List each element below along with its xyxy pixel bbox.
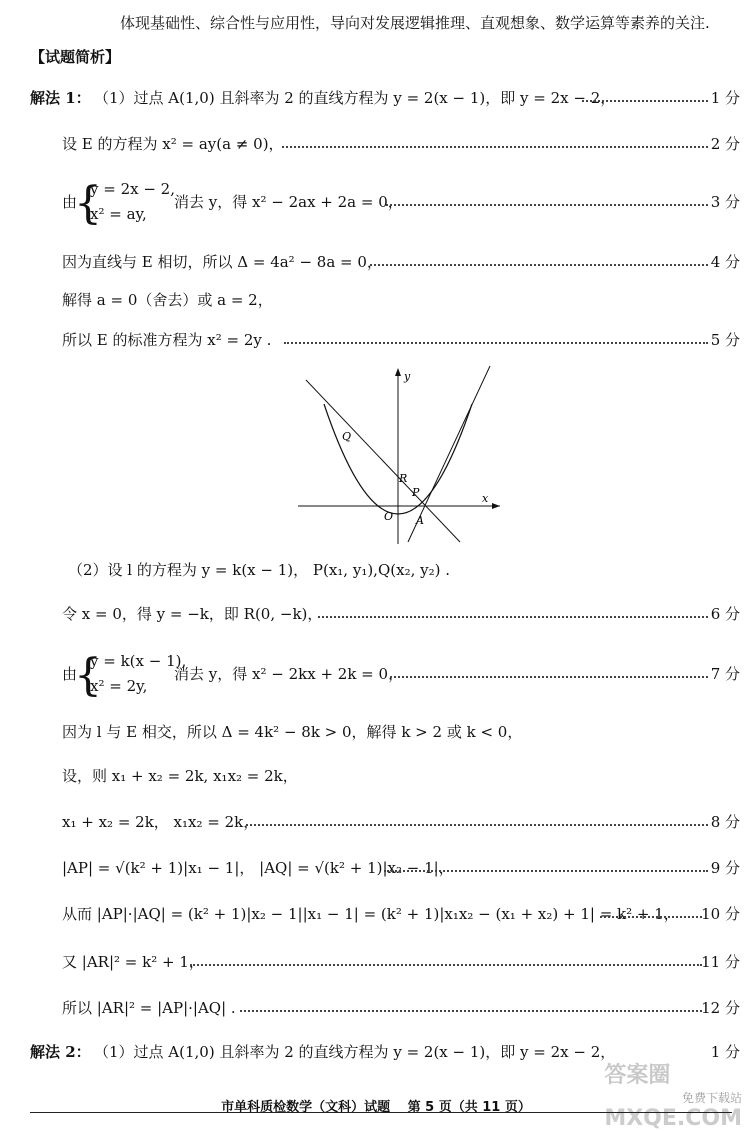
- line-text: 设 E 的方程为 x² = ay(a ≠ 0)，: [62, 135, 284, 153]
- system-row-2: x² = ay,: [90, 205, 147, 223]
- watermark-caption: 免费下载站: [681, 1091, 742, 1105]
- dot-leader: [284, 342, 708, 344]
- line-text: 解得 a = 0（舍去）或 a = 2，: [62, 291, 273, 309]
- score-mark: 1 分: [710, 89, 740, 107]
- page-footer: 市单科质检数学（文科）试题 第 5 页（共 11 页）: [221, 1100, 531, 1115]
- label-x: x: [482, 492, 489, 505]
- label-A: A: [416, 514, 424, 527]
- line-text: 从而 |AP|·|AQ| = (k² + 1)|x₂ − 1||x₁ − 1| = (k² + 1)|x₁x₂ − (x₁ + x₂) + 1| = k² + 1，: [62, 905, 679, 923]
- score-mark: 2 分: [710, 135, 740, 153]
- line-text: 因为直线与 E 相切，所以 Δ = 4a² − 8a = 0，: [62, 253, 382, 271]
- label-Q: Q: [342, 430, 352, 443]
- line-text: 消去 y，得 x² − 2ax + 2a = 0，: [174, 193, 403, 211]
- system-prefix: 由: [62, 665, 78, 683]
- dot-leader: [246, 824, 708, 826]
- score-mark: 10 分: [701, 905, 740, 923]
- dot-leader: [370, 264, 708, 266]
- brace-icon: {: [74, 178, 102, 229]
- system-row-2: x² = 2y,: [90, 677, 148, 695]
- line-text: x₁ + x₂ = 2k， x₁x₂ = 2k，: [62, 813, 259, 831]
- score-mark: 4 分: [710, 253, 740, 271]
- line-text: 又 |AR|² = k² + 1，: [62, 953, 204, 971]
- watermark-domain: MXQE.COM: [604, 1106, 742, 1131]
- y-axis-arrow-icon: [395, 368, 401, 376]
- dot-leader: [240, 1010, 702, 1012]
- line-text: 所以 E 的标准方程为 x² = 2y .: [62, 331, 272, 349]
- system-prefix: 由: [62, 193, 78, 211]
- score-mark: 11 分: [701, 953, 740, 971]
- line-text: 消去 y，得 x² − 2kx + 2k = 0，: [174, 665, 404, 683]
- system-row-1: y = k(x − 1),: [90, 652, 187, 670]
- score-mark: 7 分: [710, 665, 740, 683]
- line-text: （1）过点 A(1,0) 且斜率为 2 的直线方程为 y = 2(x − 1)，即 y = 2x − 2，: [94, 89, 616, 107]
- parabola-figure: [296, 364, 506, 546]
- score-mark: 1 分: [710, 1043, 740, 1061]
- dot-leader: [386, 204, 708, 206]
- score-mark: 9 分: [710, 859, 740, 877]
- dot-leader: [582, 100, 708, 102]
- brace-icon: {: [74, 650, 102, 701]
- watermark: [604, 1058, 742, 1131]
- score-mark: 6 分: [710, 605, 740, 623]
- label-O: O: [384, 510, 394, 523]
- footer-rule: [30, 1112, 732, 1113]
- intro-text: 体现基础性、综合性与应用性，导向对发展逻辑推理、直观想象、数学运算等素养的关注.: [120, 14, 710, 32]
- line-text: （1）过点 A(1,0) 且斜率为 2 的直线方程为 y = 2(x − 1)，即 y = 2x − 2，: [94, 1043, 616, 1061]
- method-label: 解法 1：: [30, 89, 91, 107]
- x-axis-arrow-icon: [492, 503, 500, 509]
- dot-leader: [190, 964, 702, 966]
- watermark-logo-text: 答案圈: [604, 1063, 671, 1088]
- dot-leader: [600, 916, 702, 918]
- dot-leader: [318, 616, 708, 618]
- line-text: 令 x = 0，得 y = −k，即 R(0, −k)，: [62, 605, 323, 623]
- score-mark: 5 分: [710, 331, 740, 349]
- line-text: 因为 l 与 E 相交，所以 Δ = 4k² − 8k > 0，解得 k > 2 或 k < 0，: [62, 723, 523, 741]
- label-R: R: [399, 472, 408, 485]
- score-mark: 8 分: [710, 813, 740, 831]
- method-label: 解法 2：: [30, 1043, 91, 1061]
- label-P: P: [412, 486, 420, 499]
- section-title: 【试题简析】: [30, 48, 121, 66]
- label-y: y: [404, 370, 411, 383]
- dot-leader: [282, 146, 708, 148]
- score-mark: 3 分: [710, 193, 740, 211]
- dot-leader: [390, 676, 708, 678]
- system-row-1: y = 2x − 2,: [90, 180, 175, 198]
- line-text: 所以 |AR|² = |AP|·|AQ| .: [62, 999, 236, 1017]
- dot-leader: [384, 870, 708, 872]
- line-text: （2）设 l 的方程为 y = k(x − 1)， P(x₁, y₁),Q(x₂, y₂) .: [68, 561, 450, 579]
- line-text: |AP| = √(k² + 1)|x₁ − 1|， |AQ| = √(k² + 1)|x₂ − 1|，: [62, 859, 454, 877]
- line-l: [306, 380, 460, 542]
- line-text: 设，则 x₁ + x₂ = 2k, x₁x₂ = 2k，: [62, 767, 298, 785]
- score-mark: 12 分: [701, 999, 740, 1017]
